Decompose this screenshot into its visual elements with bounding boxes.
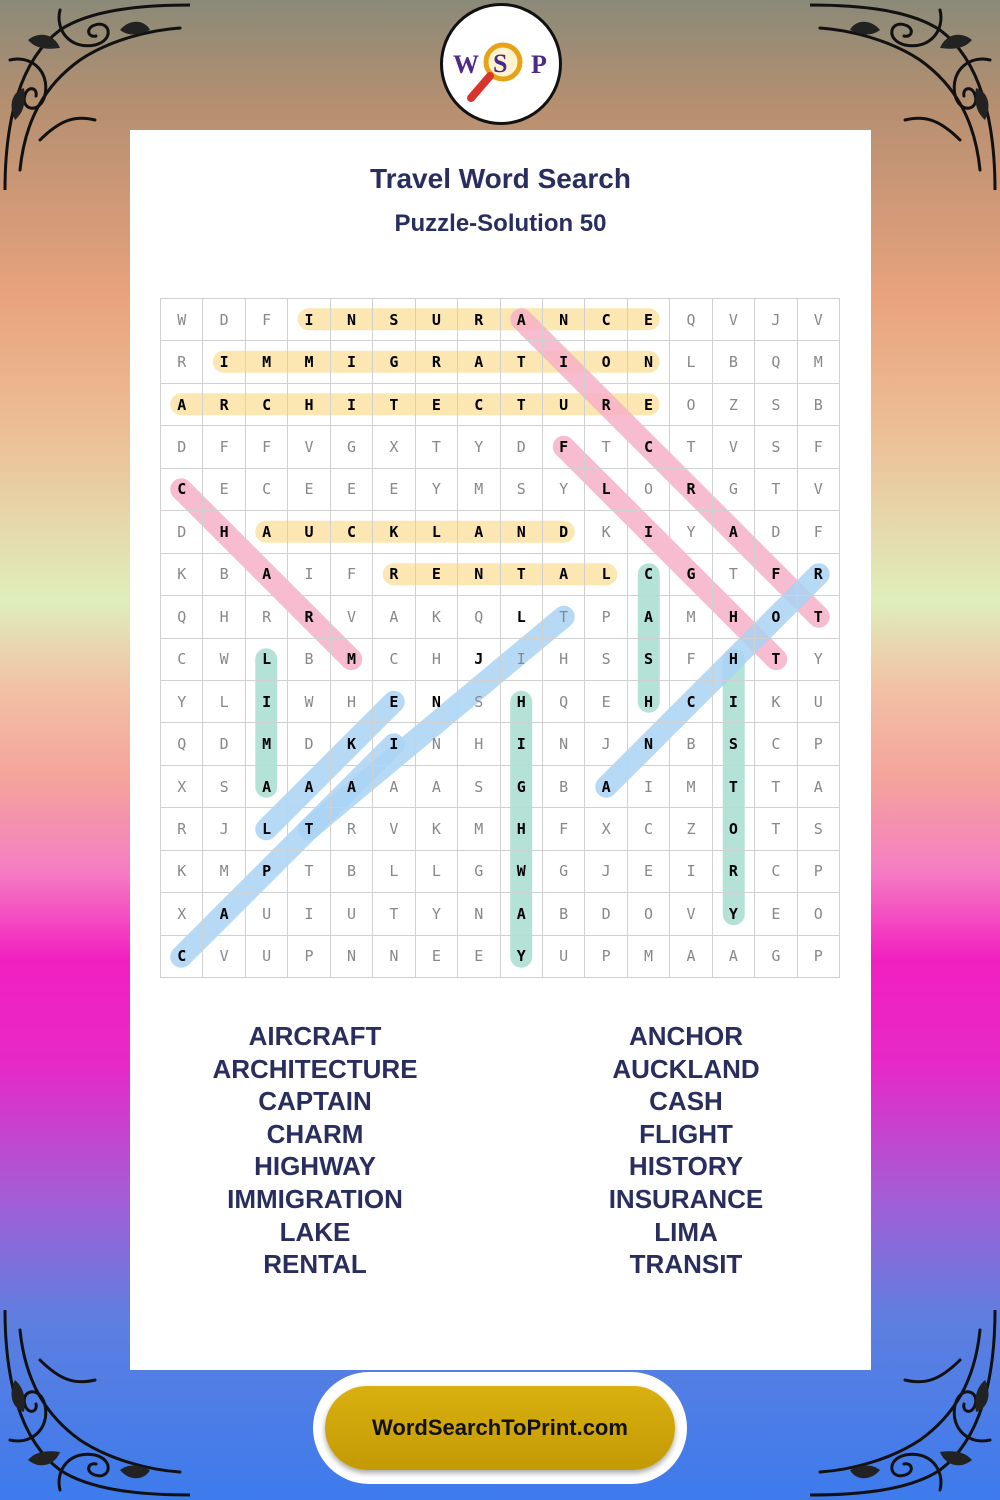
grid-cell: Q [161,723,203,765]
grid-cell: V [798,469,840,511]
word-search-grid [160,298,840,978]
grid-cell: H [628,681,670,723]
grid-cell: U [246,936,288,978]
grid-cell: R [373,554,415,596]
grid-cell: E [416,936,458,978]
website-link[interactable]: WordSearchToPrint.com [325,1386,675,1470]
grid-cell: I [288,554,330,596]
grid-cell: I [713,681,755,723]
word-list-item: LIMA [654,1216,718,1247]
logo-letter-s: S [493,49,508,78]
grid-cell: O [670,384,712,426]
grid-cell: V [331,596,373,638]
grid-cell: S [373,299,415,341]
grid-cell: L [203,681,245,723]
grid-cell: T [755,808,797,850]
grid-cell: O [628,893,670,935]
grid-cell: B [288,639,330,681]
grid-cell: I [628,766,670,808]
grid-cell: K [416,596,458,638]
grid-cell: I [288,299,330,341]
grid-cell: Q [755,341,797,383]
grid-cell: C [373,639,415,681]
grid-cell: C [246,469,288,511]
grid-cell: V [373,808,415,850]
grid-cell: O [628,469,670,511]
grid-cell: V [798,299,840,341]
grid-cell: D [161,511,203,553]
word-list-item: IMMIGRATION [227,1183,403,1214]
grid-cell: F [543,808,585,850]
grid-cell: I [246,681,288,723]
grid-cell: B [543,893,585,935]
grid-cell: C [670,681,712,723]
grid-cell: P [246,851,288,893]
grid-cell: H [288,384,330,426]
grid-cell: C [755,723,797,765]
grid-cell: P [798,851,840,893]
grid-cell: R [331,808,373,850]
grid-cell: M [670,596,712,638]
grid-cell: Y [458,426,500,468]
grid-cell: N [543,299,585,341]
grid-cell: C [628,808,670,850]
grid-cell: P [288,936,330,978]
grid-cell: I [203,341,245,383]
grid-cell: D [203,723,245,765]
grid-cell: C [585,299,627,341]
grid-cell: L [585,469,627,511]
grid-cell: N [501,511,543,553]
grid-cell: U [543,936,585,978]
grid-cell: S [585,639,627,681]
grid-cell: G [373,341,415,383]
grid-cell: Q [543,681,585,723]
grid-cell: M [331,639,373,681]
grid-cell: R [585,384,627,426]
grid-cell: A [416,766,458,808]
grid-cell: L [246,639,288,681]
grid-cell: B [713,341,755,383]
grid-cell: W [203,639,245,681]
grid-cell: E [373,469,415,511]
grid-cell: S [501,469,543,511]
grid-cell: V [713,299,755,341]
grid-cell: N [458,893,500,935]
grid-cell: Y [543,469,585,511]
grid-cell: Y [670,511,712,553]
grid-cell: H [713,596,755,638]
grid-cell: E [203,469,245,511]
grid-cell: V [670,893,712,935]
grid-cell: R [203,384,245,426]
grid-cell: T [755,639,797,681]
grid-cell: O [585,341,627,383]
grid-cell: S [203,766,245,808]
page-subtitle: Puzzle-Solution 50 [394,210,607,237]
word-list-right [501,1020,871,1281]
grid-cell: Y [798,639,840,681]
grid-cell: T [543,596,585,638]
grid-cell: G [755,936,797,978]
grid-cell: M [670,766,712,808]
grid-cell: X [585,808,627,850]
grid-cell: E [331,469,373,511]
grid-cell: H [203,511,245,553]
grid-cell: T [373,384,415,426]
grid-cell: K [755,681,797,723]
word-list-item: INSURANCE [608,1183,764,1214]
grid-cell: W [501,851,543,893]
grid-cell: L [416,511,458,553]
grid-cell: K [331,723,373,765]
grid-cell: A [585,766,627,808]
grid-cell: T [416,426,458,468]
grid-cell: I [501,639,543,681]
grid-cell: Y [501,936,543,978]
grid-cell: T [755,766,797,808]
grid-cell: U [288,511,330,553]
grid-cell: N [416,681,458,723]
grid-cell: V [713,426,755,468]
grid-cell: B [543,766,585,808]
grid-cell: C [628,426,670,468]
grid-cell: G [331,426,373,468]
grid-cell: I [331,341,373,383]
grid-cell: L [585,554,627,596]
grid-cell: E [585,681,627,723]
grid-cell: H [713,639,755,681]
grid-cell: U [543,384,585,426]
grid-cell: L [246,808,288,850]
grid-cell: G [501,766,543,808]
grid-cell: E [416,554,458,596]
grid-cell: T [585,426,627,468]
grid-cell: M [628,936,670,978]
grid-cell: N [373,936,415,978]
grid-cell: I [288,893,330,935]
grid-cell: W [288,681,330,723]
grid-cell: G [458,851,500,893]
grid-cell: K [416,808,458,850]
grid-cell: B [798,384,840,426]
grid-cell: Q [458,596,500,638]
grid-cell: C [628,554,670,596]
grid-cell: Y [416,469,458,511]
grid-cell: N [628,341,670,383]
word-list-item: ANCHOR [628,1021,744,1051]
grid-cell: U [416,299,458,341]
grid-cell: Y [416,893,458,935]
word-list-item: CAPTAIN [258,1086,372,1117]
grid-cell: I [501,723,543,765]
grid-cell: D [203,299,245,341]
grid-cell: X [161,893,203,935]
grid-cell: F [798,426,840,468]
grid-cell: W [161,299,203,341]
grid-cell: I [543,341,585,383]
grid-cell: H [501,808,543,850]
grid-cell: A [246,511,288,553]
grid-cell: V [288,426,330,468]
word-list-left [130,1020,500,1281]
grid-cell: A [713,936,755,978]
grid-cell: Z [713,384,755,426]
grid-cell: H [543,639,585,681]
grid-cell: I [373,723,415,765]
word-list-item: AIRCRAFT [248,1021,382,1051]
grid-cell: T [288,808,330,850]
grid-cell: A [246,766,288,808]
grid-cell: M [798,341,840,383]
grid-cell: F [246,426,288,468]
grid-cell: I [628,511,670,553]
grid-cell: F [755,554,797,596]
grid-cell: M [203,851,245,893]
grid-cell: T [501,384,543,426]
grid-cell: G [543,851,585,893]
grid-cell: U [331,893,373,935]
grid-cell: A [713,511,755,553]
grid-cell: H [203,596,245,638]
grid-cell: U [798,681,840,723]
grid-cell: F [203,426,245,468]
grid-cell: L [501,596,543,638]
grid-cell: Y [713,893,755,935]
grid-cell: D [288,723,330,765]
grid-cell: M [458,469,500,511]
grid-cell: D [585,893,627,935]
grid-cell: I [331,384,373,426]
grid-cell: A [501,893,543,935]
grid-cell: F [246,299,288,341]
grid-cell: P [585,596,627,638]
grid-cell: T [713,766,755,808]
grid-cell: O [713,808,755,850]
grid-cell: Z [670,808,712,850]
grid-cell: A [373,596,415,638]
grid-cell: A [628,596,670,638]
grid-cell: A [161,384,203,426]
grid-cell: R [246,596,288,638]
grid-cell: E [755,893,797,935]
grid-cell: A [501,299,543,341]
grid-cell: S [628,639,670,681]
grid-cell: G [670,554,712,596]
grid-cell: K [161,851,203,893]
word-list-item: TRANSIT [629,1249,743,1280]
grid-cell: T [713,554,755,596]
grid-cell: X [373,426,415,468]
grid-cell: T [670,426,712,468]
grid-cell: B [331,851,373,893]
grid-cell: L [416,851,458,893]
grid-cell: P [798,723,840,765]
grid-cell: L [670,341,712,383]
grid-cell: O [798,893,840,935]
page-title: Travel Word Search [370,163,631,194]
grid-cell: E [288,469,330,511]
grid-cell: N [331,936,373,978]
word-list-item: CHARM [266,1118,364,1149]
grid-cell: K [373,511,415,553]
grid-cell: P [585,936,627,978]
logo-letter-w: W [453,50,479,79]
grid-cell: T [501,554,543,596]
grid-cell: D [543,511,585,553]
grid-cell: R [161,341,203,383]
grid-cell: N [628,723,670,765]
grid-cell: A [331,766,373,808]
grid-cell: K [161,554,203,596]
grid-cell: M [246,723,288,765]
grid-cell: C [331,511,373,553]
grid-cell: N [543,723,585,765]
grid-cell: H [416,639,458,681]
grid-cell: B [203,554,245,596]
grid-cell: C [161,639,203,681]
grid-cell: E [458,936,500,978]
grid-cell: V [203,936,245,978]
grid-cell: L [373,851,415,893]
grid-cell: K [585,511,627,553]
site-logo[interactable] [440,3,562,125]
logo-letter-p: P [531,50,547,79]
grid-cell: S [755,384,797,426]
grid-cell: C [161,936,203,978]
word-list-item: FLIGHT [639,1118,733,1149]
grid-cell: H [331,681,373,723]
grid-cell: D [755,511,797,553]
grid-cell: N [458,554,500,596]
grid-cell: E [628,384,670,426]
grid-cell: R [161,808,203,850]
grid-cell: R [713,851,755,893]
grid-cell: T [755,469,797,511]
grid-cell: S [458,766,500,808]
grid-cell: S [458,681,500,723]
grid-cell: F [670,639,712,681]
grid-cell: R [798,554,840,596]
grid-cell: A [288,766,330,808]
grid-cell: D [161,426,203,468]
grid-cell: O [755,596,797,638]
grid-cell: A [798,766,840,808]
grid-cell: T [501,341,543,383]
letter-grid [160,298,840,978]
grid-cell: A [373,766,415,808]
grid-cell: C [458,384,500,426]
grid-cell: S [713,723,755,765]
grid-cell: F [331,554,373,596]
grid-cell: R [458,299,500,341]
word-list-item: HISTORY [628,1151,744,1182]
grid-cell: H [501,681,543,723]
grid-cell: T [288,851,330,893]
grid-cell: D [501,426,543,468]
grid-cell: A [458,341,500,383]
grid-cell: R [288,596,330,638]
grid-cell: J [203,808,245,850]
grid-cell: B [670,723,712,765]
grid-cell: S [798,808,840,850]
word-list-item: RENTAL [263,1249,367,1280]
grid-cell: Q [670,299,712,341]
grid-cell: C [161,469,203,511]
grid-cell: E [628,851,670,893]
grid-cell: F [798,511,840,553]
grid-cell: N [416,723,458,765]
grid-cell: E [416,384,458,426]
grid-cell: R [416,341,458,383]
grid-cell: G [713,469,755,511]
word-list-item: AUCKLAND [612,1053,760,1084]
website-button[interactable] [313,1372,687,1484]
grid-cell: M [288,341,330,383]
grid-cell: U [246,893,288,935]
word-list-item: ARCHITECTURE [212,1053,418,1084]
grid-cell: C [755,851,797,893]
word-list-item: CASH [649,1086,723,1117]
grid-cell: J [585,723,627,765]
grid-cell: X [161,766,203,808]
grid-cell: Q [161,596,203,638]
grid-cell: A [458,511,500,553]
grid-cell: J [755,299,797,341]
word-list-item: LAKE [279,1216,351,1247]
grid-cell: C [246,384,288,426]
grid-cell: R [670,469,712,511]
grid-cell: Y [161,681,203,723]
grid-cell: E [628,299,670,341]
grid-cell: J [458,639,500,681]
grid-cell: I [670,851,712,893]
grid-cell: M [458,808,500,850]
grid-cell: A [203,893,245,935]
grid-cell: A [670,936,712,978]
word-list-item: HIGHWAY [254,1151,376,1182]
grid-cell: P [798,936,840,978]
grid-cell: M [246,341,288,383]
grid-cell: H [458,723,500,765]
grid-cell: A [246,554,288,596]
grid-cell: N [331,299,373,341]
grid-cell: S [755,426,797,468]
grid-cell: A [543,554,585,596]
grid-cell: J [585,851,627,893]
grid-cell: E [373,681,415,723]
grid-cell: F [543,426,585,468]
grid-cell: T [373,893,415,935]
grid-cell: T [798,596,840,638]
puzzle-panel [130,130,871,1370]
